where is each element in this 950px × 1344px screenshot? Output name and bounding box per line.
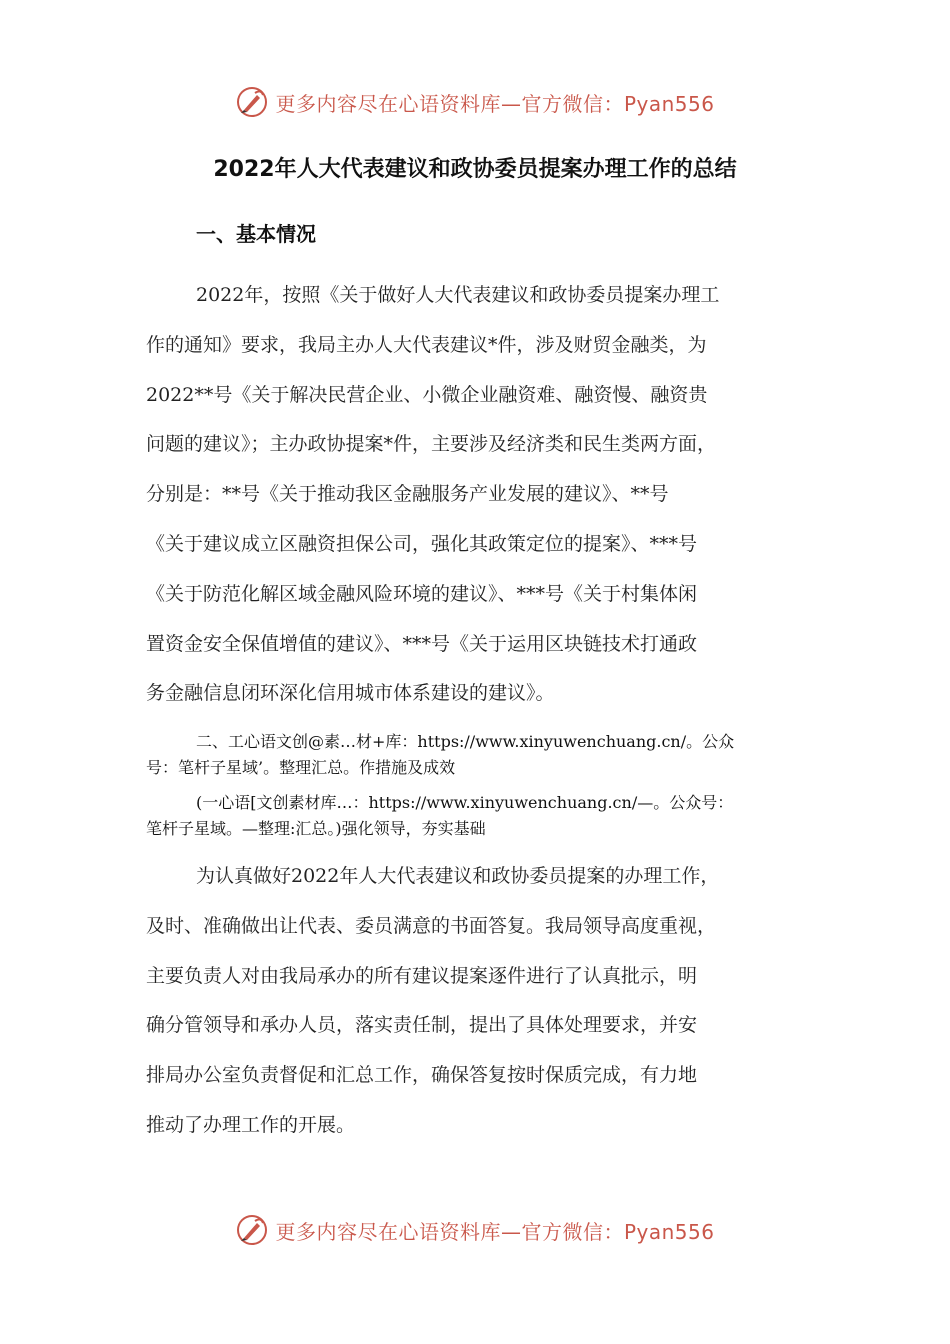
section1-paragraph (146, 271, 806, 719)
header-banner (0, 82, 950, 122)
paragraph-line: 《关于防范化解区域金融风险环境的建议》、***号《关于村集体闲 (146, 582, 698, 605)
paragraph-line: 务金融信息闭环深化信用城市体系建设的建议》。 (146, 682, 555, 705)
footer-banner (0, 1210, 950, 1250)
heading-line: (一心语[文创素材库…：https://www.xinyuwenchuang.cn/—。公众号： (196, 793, 734, 812)
paragraph-line: 推动了办理工作的开展。 (146, 1113, 356, 1136)
paragraph-line: 确分管领导和承办人员，落实责任制，提出了具体处理要求，并安 (146, 1014, 698, 1037)
paragraph-line: 分别是：**号《关于推动我区金融服务产业发展的建议》、**号 (146, 483, 669, 506)
paragraph-line: 作的通知》要求，我局主办人大代表建议*件，涉及财贸金融类，为 (146, 333, 707, 356)
footer-banner-text: 更多内容尽在心语资料库—官方微信：Pyan556 (275, 1219, 715, 1244)
footer-wechat-id: 官方微信：Pyan556 (521, 1219, 715, 1244)
heading-line: 二、工心语文创@素…材+库：https://www.xinyuwenchuang.cn/。公众 (196, 732, 735, 751)
heading-line: 笔杆子星域。—整理:汇总。)强化领导，夯实基础 (146, 819, 486, 838)
subsection1-paragraph (146, 852, 806, 1151)
heading-line: 号：笔杆子星域’。整理汇总。作措施及成效 (146, 758, 456, 777)
paragraph-line: 及时、准确做出让代表、委员满意的书面答复。我局领导高度重视， (146, 914, 717, 937)
paragraph-line: 2022年，按照《关于做好人大代表建议和政协委员提案办理工 (196, 284, 720, 306)
subsection1-heading (146, 790, 806, 842)
header-wechat-id: 官方微信：Pyan556 (521, 91, 715, 116)
paragraph-line: 排局办公室负责督促和汇总工作，确保答复按时保质完成，有力地 (146, 1064, 698, 1087)
paragraph-line: 2022**号《关于解决民营企业、小微企业融资难、融资慢、融资贵 (146, 383, 708, 406)
pen-logo-icon (235, 1213, 269, 1247)
section2-heading (146, 729, 806, 781)
paragraph-line: 为认真做好2022年人大代表建议和政协委员提案的办理工作， (196, 865, 720, 887)
header-banner-text: 更多内容尽在心语资料库—官方微信：Pyan556 (275, 91, 715, 116)
paragraph-line: 《关于建议成立区融资担保公司，强化其政策定位的提案》、***号 (146, 532, 698, 555)
document-title: 2022年人大代表建议和政协委员提案办理工作的总结 (213, 157, 737, 182)
pen-logo-icon (235, 85, 269, 119)
paragraph-line: 置资金安全保值增值的建议》、***号《关于运用区块链技术打通政 (146, 632, 698, 655)
paragraph-line: 主要负责人对由我局承办的所有建议提案逐件进行了认真批示，明 (146, 964, 698, 987)
section1-heading: 一、基本情况 (196, 222, 316, 246)
paragraph-line: 问题的建议》；主办政协提案*件，主要涉及经济类和民生类两方面， (146, 433, 717, 456)
